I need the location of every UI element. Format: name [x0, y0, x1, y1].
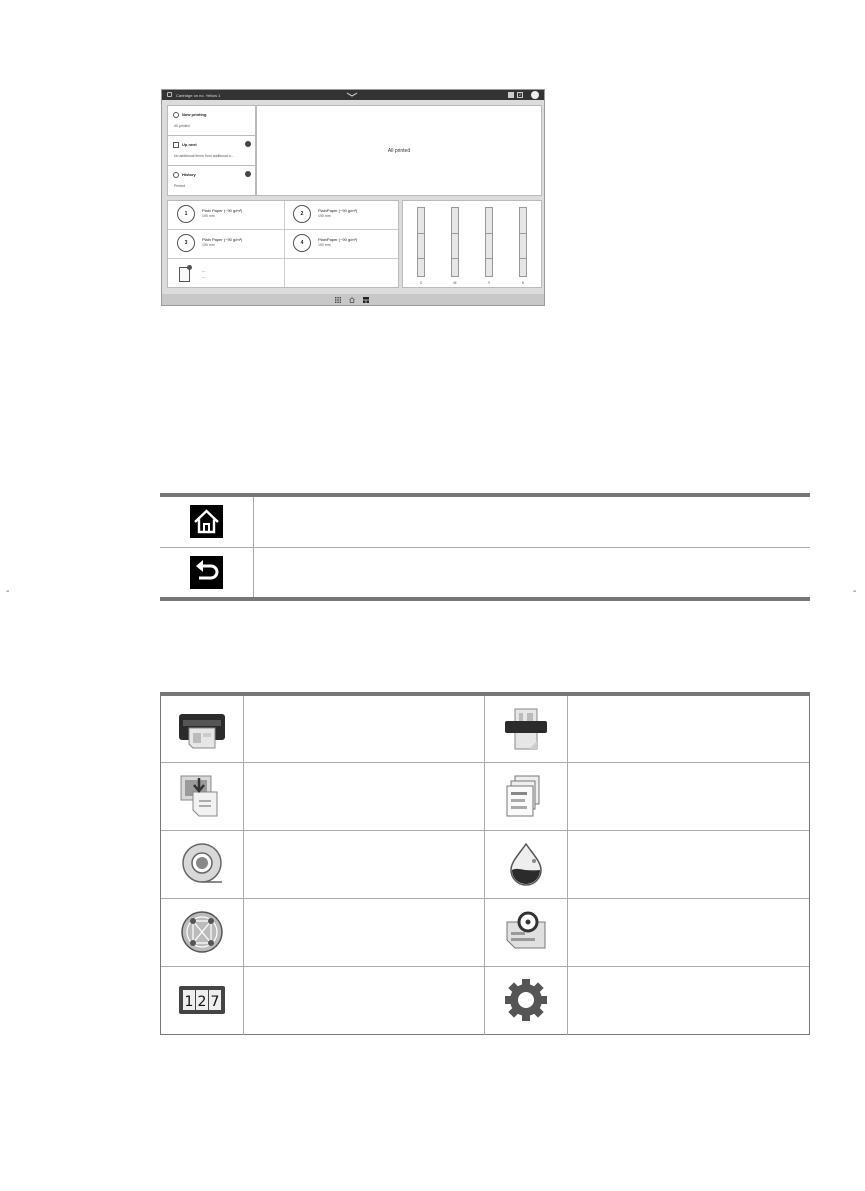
scanner-label: [568, 694, 810, 762]
table-row: [160, 547, 810, 599]
job-now-printing[interactable]: [168, 106, 255, 136]
roll-number: 1: [177, 205, 195, 223]
job-title: History: [182, 172, 196, 177]
ink-bar-k: [519, 207, 527, 277]
paper-type: Plain Paper (~90 g/m²): [202, 237, 243, 242]
paper-type: Plain Paper (~90 g/m²): [202, 208, 243, 213]
home-icon-description: [253, 495, 810, 547]
settings-gear-icon: [501, 977, 551, 1023]
ink-status-icon[interactable]: [508, 92, 514, 98]
ink-drop-icon: [501, 842, 551, 886]
network-icon: [177, 910, 227, 954]
job-history[interactable]: [168, 166, 255, 196]
table-row: [161, 966, 810, 1034]
settings-gear-label: [568, 966, 810, 1034]
roll-number: 3: [177, 234, 195, 252]
ink-label: Y: [487, 281, 491, 285]
paper-source-4[interactable]: [284, 230, 400, 259]
alert-icon[interactable]: [167, 92, 172, 97]
preview-text: All printed: [387, 148, 411, 154]
usage-counter-label: [243, 966, 485, 1034]
jobs-queue-label: [568, 762, 810, 830]
notification-count[interactable]: 2: [518, 92, 522, 97]
widgets-icon[interactable]: [363, 297, 369, 303]
print-from-label: [243, 762, 485, 830]
usage-counter-icon: [177, 982, 227, 1018]
ink-label: M: [453, 281, 457, 285]
refresh-icon: [173, 112, 179, 118]
paper-sources-panel: [167, 200, 399, 288]
paper-source-2[interactable]: [284, 201, 400, 230]
count-badge: [245, 171, 251, 177]
printer-front-panel-screenshot: [161, 89, 545, 306]
network-label: [243, 898, 485, 966]
print-from-icon: [177, 774, 227, 818]
job-preview[interactable]: [256, 105, 542, 196]
paper-size: 190 mm: [318, 243, 331, 247]
job-up-next[interactable]: [168, 136, 255, 166]
queue-icon: [173, 142, 179, 148]
job-panel: [167, 105, 256, 196]
table-row: [161, 830, 810, 898]
ink-levels-panel[interactable]: [402, 200, 542, 288]
job-subtitle: No additional items from additional a...: [174, 154, 234, 158]
jobs-queue-icon: [501, 774, 551, 818]
roll-number: 2: [293, 205, 311, 223]
home-icon: [190, 505, 223, 538]
status-message: Cartridge on no. Yellow 1: [176, 93, 221, 98]
ink-bar-m: [451, 207, 459, 277]
bottom-nav-bar: [162, 294, 544, 306]
paper-type: PlainPaper (~90 g/m²): [318, 208, 358, 213]
job-title: Now printing: [182, 112, 207, 117]
chevron-down-icon[interactable]: [345, 91, 359, 99]
table-row: [161, 762, 810, 830]
count-badge: [245, 141, 251, 147]
printer-icon: [177, 708, 227, 750]
back-icon-description: [253, 547, 810, 599]
ink-bar-y: [485, 207, 493, 277]
sheet-info: ---: [202, 275, 206, 279]
apps-grid-icon[interactable]: [335, 297, 341, 303]
print-quality-label: [568, 898, 810, 966]
paper-size: 190 mm: [202, 243, 215, 247]
page-edge-mark: -: [6, 586, 10, 597]
paper-size: 190 mm: [202, 214, 215, 218]
printer-label: [243, 694, 485, 762]
paper-type: PlainPaper (~90 g/m²): [318, 237, 358, 242]
application-icons-table: [160, 692, 810, 1035]
print-quality-icon: [501, 910, 551, 954]
paper-source-3[interactable]: [168, 230, 284, 259]
sheet-status-icon: [187, 265, 192, 270]
svg-text:1: 1: [184, 994, 194, 1010]
svg-text:7: 7: [210, 994, 220, 1010]
history-icon: [173, 172, 179, 178]
user-icon[interactable]: [531, 91, 539, 99]
table-row: [161, 694, 810, 762]
job-title: Up next: [182, 142, 197, 147]
home-icon[interactable]: [349, 297, 355, 303]
navigation-icons-table: [160, 493, 810, 601]
job-subtitle: All printed: [174, 124, 190, 128]
paper-source-1[interactable]: [168, 201, 284, 230]
table-row: [161, 898, 810, 966]
ink-label: C: [419, 281, 423, 285]
back-icon: [190, 556, 223, 589]
ink-label: K: [521, 281, 525, 285]
paper-roll-label: [243, 830, 485, 898]
roll-number: 4: [293, 234, 311, 252]
page-edge-mark: -: [853, 586, 857, 597]
table-row: [160, 495, 810, 547]
job-subtitle: Printed: [174, 184, 186, 188]
svg-text:2: 2: [197, 994, 207, 1010]
sheet-info: ---: [202, 269, 206, 273]
ink-bar-c: [417, 207, 425, 277]
status-bar: [162, 90, 544, 100]
ink-drop-label: [568, 830, 810, 898]
paper-size: 190 mm: [318, 214, 331, 218]
scanner-icon: [501, 707, 551, 751]
paper-roll-icon: [177, 842, 227, 886]
